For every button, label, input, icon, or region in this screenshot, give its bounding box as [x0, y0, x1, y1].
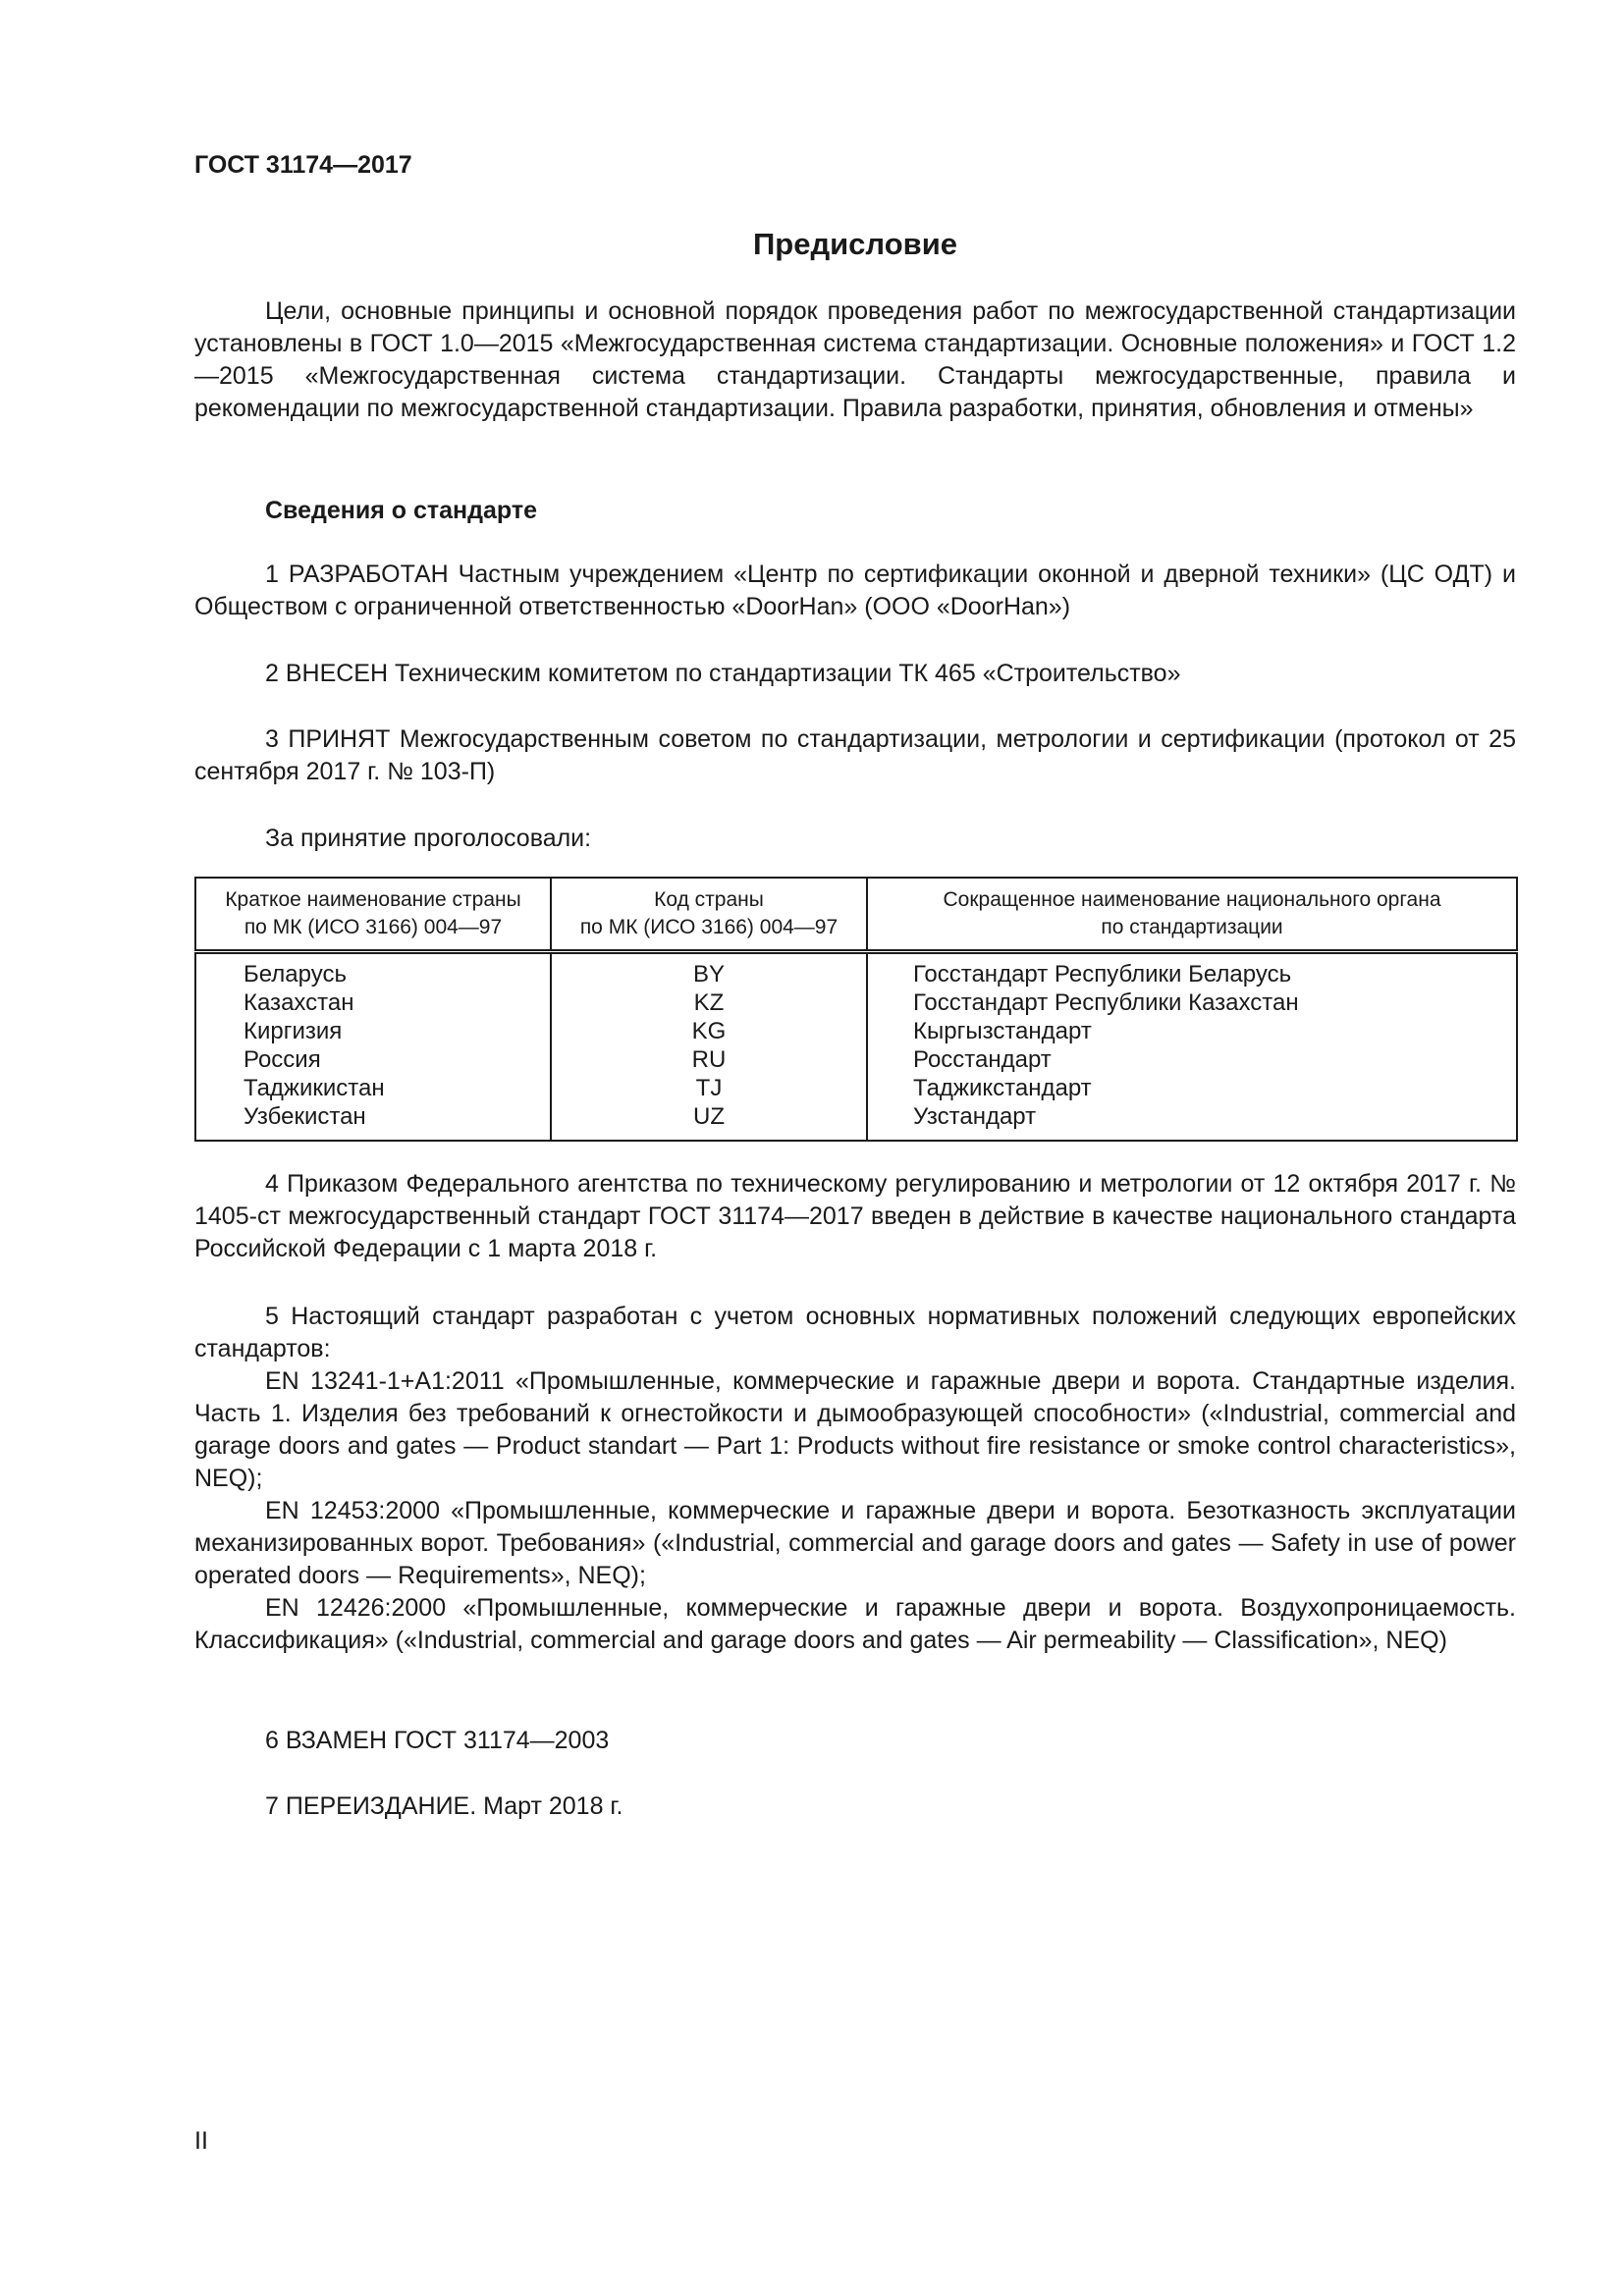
item-6-replaces: 6 ВЗАМЕН ГОСТ 31174—2003 — [265, 1727, 610, 1754]
country-cell: Россия — [244, 1046, 321, 1073]
intro-paragraph: Цели, основные принципы и основной порядок проведения работ по межгосударственной стандартизации установлены в ГОСТ 1.0—2015 «Межгосударственная система стандартизации. Основные положения» и ГОСТ 1.2—2015 «Межгосударственная система стандартизации. Стандарты межгосударственные, правила и рекомендации по межгосударственной стандартизации. Правила разработки, принятия, обновления и отмены» — [194, 297, 1516, 422]
code-cell: UZ — [693, 1103, 725, 1130]
en-12426-reference: EN 12426:2000 «Промышленные, коммерческие и гаражные двери и ворота. Воздухопроницаемость. Классификация» («Industrial, commercial and garage doors and gates — Air permeability — Classification», NEQ) — [194, 1594, 1516, 1654]
item-3-adopted: 3 ПРИНЯТ Межгосударственным советом по стандартизации, метрологии и сертификации (протокол от 25 сентября 2017 г. № 103-П) — [194, 725, 1516, 785]
org-column — [867, 952, 1517, 1142]
country-cell: Узбекистан — [244, 1103, 366, 1130]
item-2-introduced: 2 ВНЕСЕН Техническим комитетом по стандартизации ТК 465 «Строительство» — [265, 660, 1181, 687]
header-country: Краткое наименование страны по МК (ИСО 3166) 004—97 — [195, 878, 551, 952]
code-cell: KZ — [693, 989, 725, 1016]
table-body-row — [195, 952, 1517, 1142]
item-4-order: 4 Приказом Федерального агентства по техническому регулированию и метрологии от 12 октября 2017 г. № 1405-ст межгосударственный стандарт ГОСТ 31174—2017 введен в действие в качестве национального стандарта Российской Федерации с 1 марта 2018 г. — [194, 1170, 1516, 1262]
org-cell: Узстандарт — [913, 1103, 1037, 1130]
header-org: Сокращенное наименование национального органа по стандартизации — [867, 878, 1517, 952]
page-number: II — [194, 2127, 208, 2155]
info-heading: Сведения о стандарте — [265, 497, 538, 524]
en-13241-reference: EN 13241-1+A1:2011 «Промышленные, коммерческие и гаражные двери и ворота. Стандартные изделия. Часть 1. Изделия без требований к огнестойкости и дымообразующей способности» («Industrial, commercial and garage doors and gates — Product standart — Part 1: Products without fire resistance or smoke control characteristics», NEQ); — [194, 1367, 1516, 1492]
item-7-reissue: 7 ПЕРЕИЗДАНИЕ. Март 2018 г. — [265, 1792, 623, 1820]
document-page — [194, 0, 1516, 2296]
org-cell: Росстандарт — [913, 1046, 1052, 1073]
table-header-row — [195, 878, 1517, 952]
country-cell: Киргизия — [244, 1018, 343, 1044]
page-title: Предисловие — [752, 227, 957, 261]
org-cell: Госстандарт Республики Казахстан — [913, 989, 1299, 1016]
code-column — [551, 952, 867, 1142]
country-cell: Таджикистан — [244, 1075, 385, 1101]
voted-label: За принятие проголосовали: — [265, 825, 592, 852]
voting-table — [194, 877, 1518, 1142]
code-cell: TJ — [695, 1075, 723, 1101]
country-cell: Беларусь — [244, 961, 347, 988]
doc-header-id: ГОСТ 31174—2017 — [194, 151, 412, 179]
country-column — [195, 952, 551, 1142]
code-cell: KG — [691, 1018, 727, 1044]
country-cell: Казахстан — [244, 989, 354, 1016]
header-code: Код страны по МК (ИСО 3166) 004—97 — [551, 878, 867, 952]
org-cell: Таджикстандарт — [913, 1075, 1092, 1101]
org-cell: Госстандарт Республики Беларусь — [913, 961, 1292, 988]
item-5-based-on: 5 Настоящий стандарт разработан с учетом основных нормативных положений следующих европейских стандартов: — [194, 1303, 1516, 1362]
item-1-developed: 1 РАЗРАБОТАН Частным учреждением «Центр по сертификации оконной и дверной техники» (ЦС ОДТ) и Обществом с ограниченной ответственностью «DoorHan» (ООО «DoorHan») — [194, 561, 1516, 620]
code-cell: BY — [692, 961, 725, 988]
org-cell: Кыргызстандарт — [913, 1018, 1092, 1044]
en-12453-reference: EN 12453:2000 «Промышленные, коммерческие и гаражные двери и ворота. Безотказность эксплуатации механизированных ворот. Требования» («Industrial, commercial and garage doors and gates — Safety in use of power operated doors — Requirements», NEQ); — [194, 1497, 1516, 1589]
code-cell: RU — [691, 1046, 727, 1073]
voting-table-wrap — [194, 877, 1516, 1142]
